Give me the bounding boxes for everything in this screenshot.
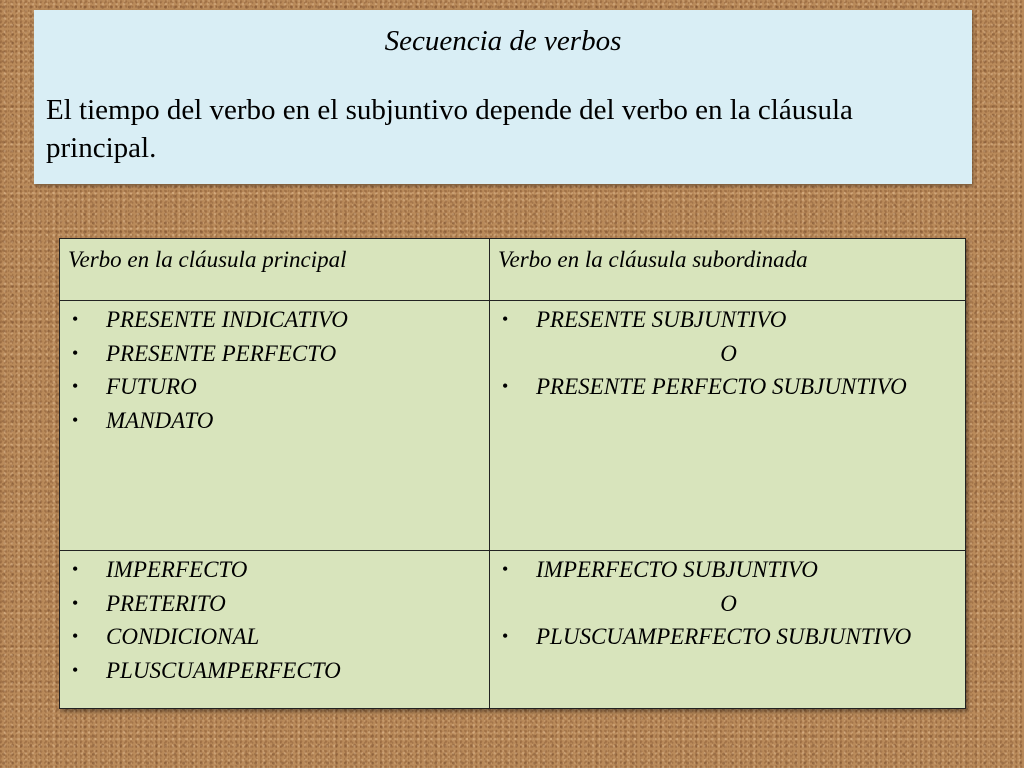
list-item-label: FUTURO <box>106 374 197 399</box>
table-row <box>60 301 966 551</box>
list-item-label: PRESENTE PERFECTO SUBJUNTIVO <box>536 374 907 399</box>
bullet-icon: • <box>502 309 509 329</box>
list-item <box>498 303 959 337</box>
table-header-row <box>60 239 966 301</box>
subordinate-clause-cell <box>490 301 966 551</box>
subordinate-verb-list <box>498 553 959 654</box>
bullet-icon: • <box>72 559 79 579</box>
subordinate-clause-cell <box>490 551 966 709</box>
list-separator: O <box>720 340 737 366</box>
list-item <box>68 337 483 371</box>
main-clause-cell <box>60 301 490 551</box>
list-item <box>68 404 483 438</box>
list-item-label: IMPERFECTO SUBJUNTIVO <box>536 557 818 582</box>
list-item <box>68 587 483 621</box>
main-verb-list <box>68 303 483 437</box>
header-subordinate-clause: Verbo en la cláusula subordinada <box>490 239 966 301</box>
list-item-label: MANDATO <box>106 407 214 433</box>
list-separator: O <box>720 590 737 616</box>
subordinate-verb-list <box>498 303 959 404</box>
list-item <box>498 553 959 587</box>
table-row <box>60 551 966 709</box>
main-clause-cell <box>60 551 490 709</box>
bullet-icon: • <box>72 592 79 613</box>
list-item <box>498 620 959 654</box>
bullet-icon: • <box>72 309 79 329</box>
list-item <box>68 303 483 337</box>
list-item-label: PLUSCUAMPERFECTO SUBJUNTIVO <box>536 624 912 649</box>
bullet-icon: • <box>502 559 509 579</box>
bullet-icon: • <box>72 342 79 363</box>
list-item <box>68 370 483 404</box>
list-item-label: IMPERFECTO <box>106 557 248 582</box>
main-verb-list <box>68 553 483 687</box>
header-main-clause: Verbo en la cláusula principal <box>60 239 490 301</box>
slide-title: Secuencia de verbos <box>384 25 622 57</box>
bullet-icon: • <box>502 626 509 646</box>
title-box <box>34 10 972 184</box>
list-item-label: CONDICIONAL <box>106 624 260 649</box>
list-item-label: PRESENTE PERFECTO <box>106 340 337 366</box>
list-item <box>68 654 483 688</box>
list-item-label: PRESENTE SUBJUNTIVO <box>536 307 787 332</box>
list-item <box>68 553 483 587</box>
list-item <box>498 370 959 404</box>
list-item <box>68 620 483 654</box>
bullet-icon: • <box>502 376 509 396</box>
bullet-icon: • <box>72 376 79 396</box>
list-item-label: PLUSCUAMPERFECTO <box>106 657 341 683</box>
slide-description: El tiempo del verbo en el subjuntivo depende del verbo en la cláusula principal. <box>46 94 853 164</box>
bullet-icon: • <box>72 659 79 680</box>
list-item-label: PRESENTE INDICATIVO <box>106 307 348 332</box>
verb-sequence-table <box>59 238 966 709</box>
bullet-icon: • <box>72 626 79 646</box>
list-item-label: PRETERITO <box>106 590 226 616</box>
bullet-icon: • <box>72 409 79 430</box>
